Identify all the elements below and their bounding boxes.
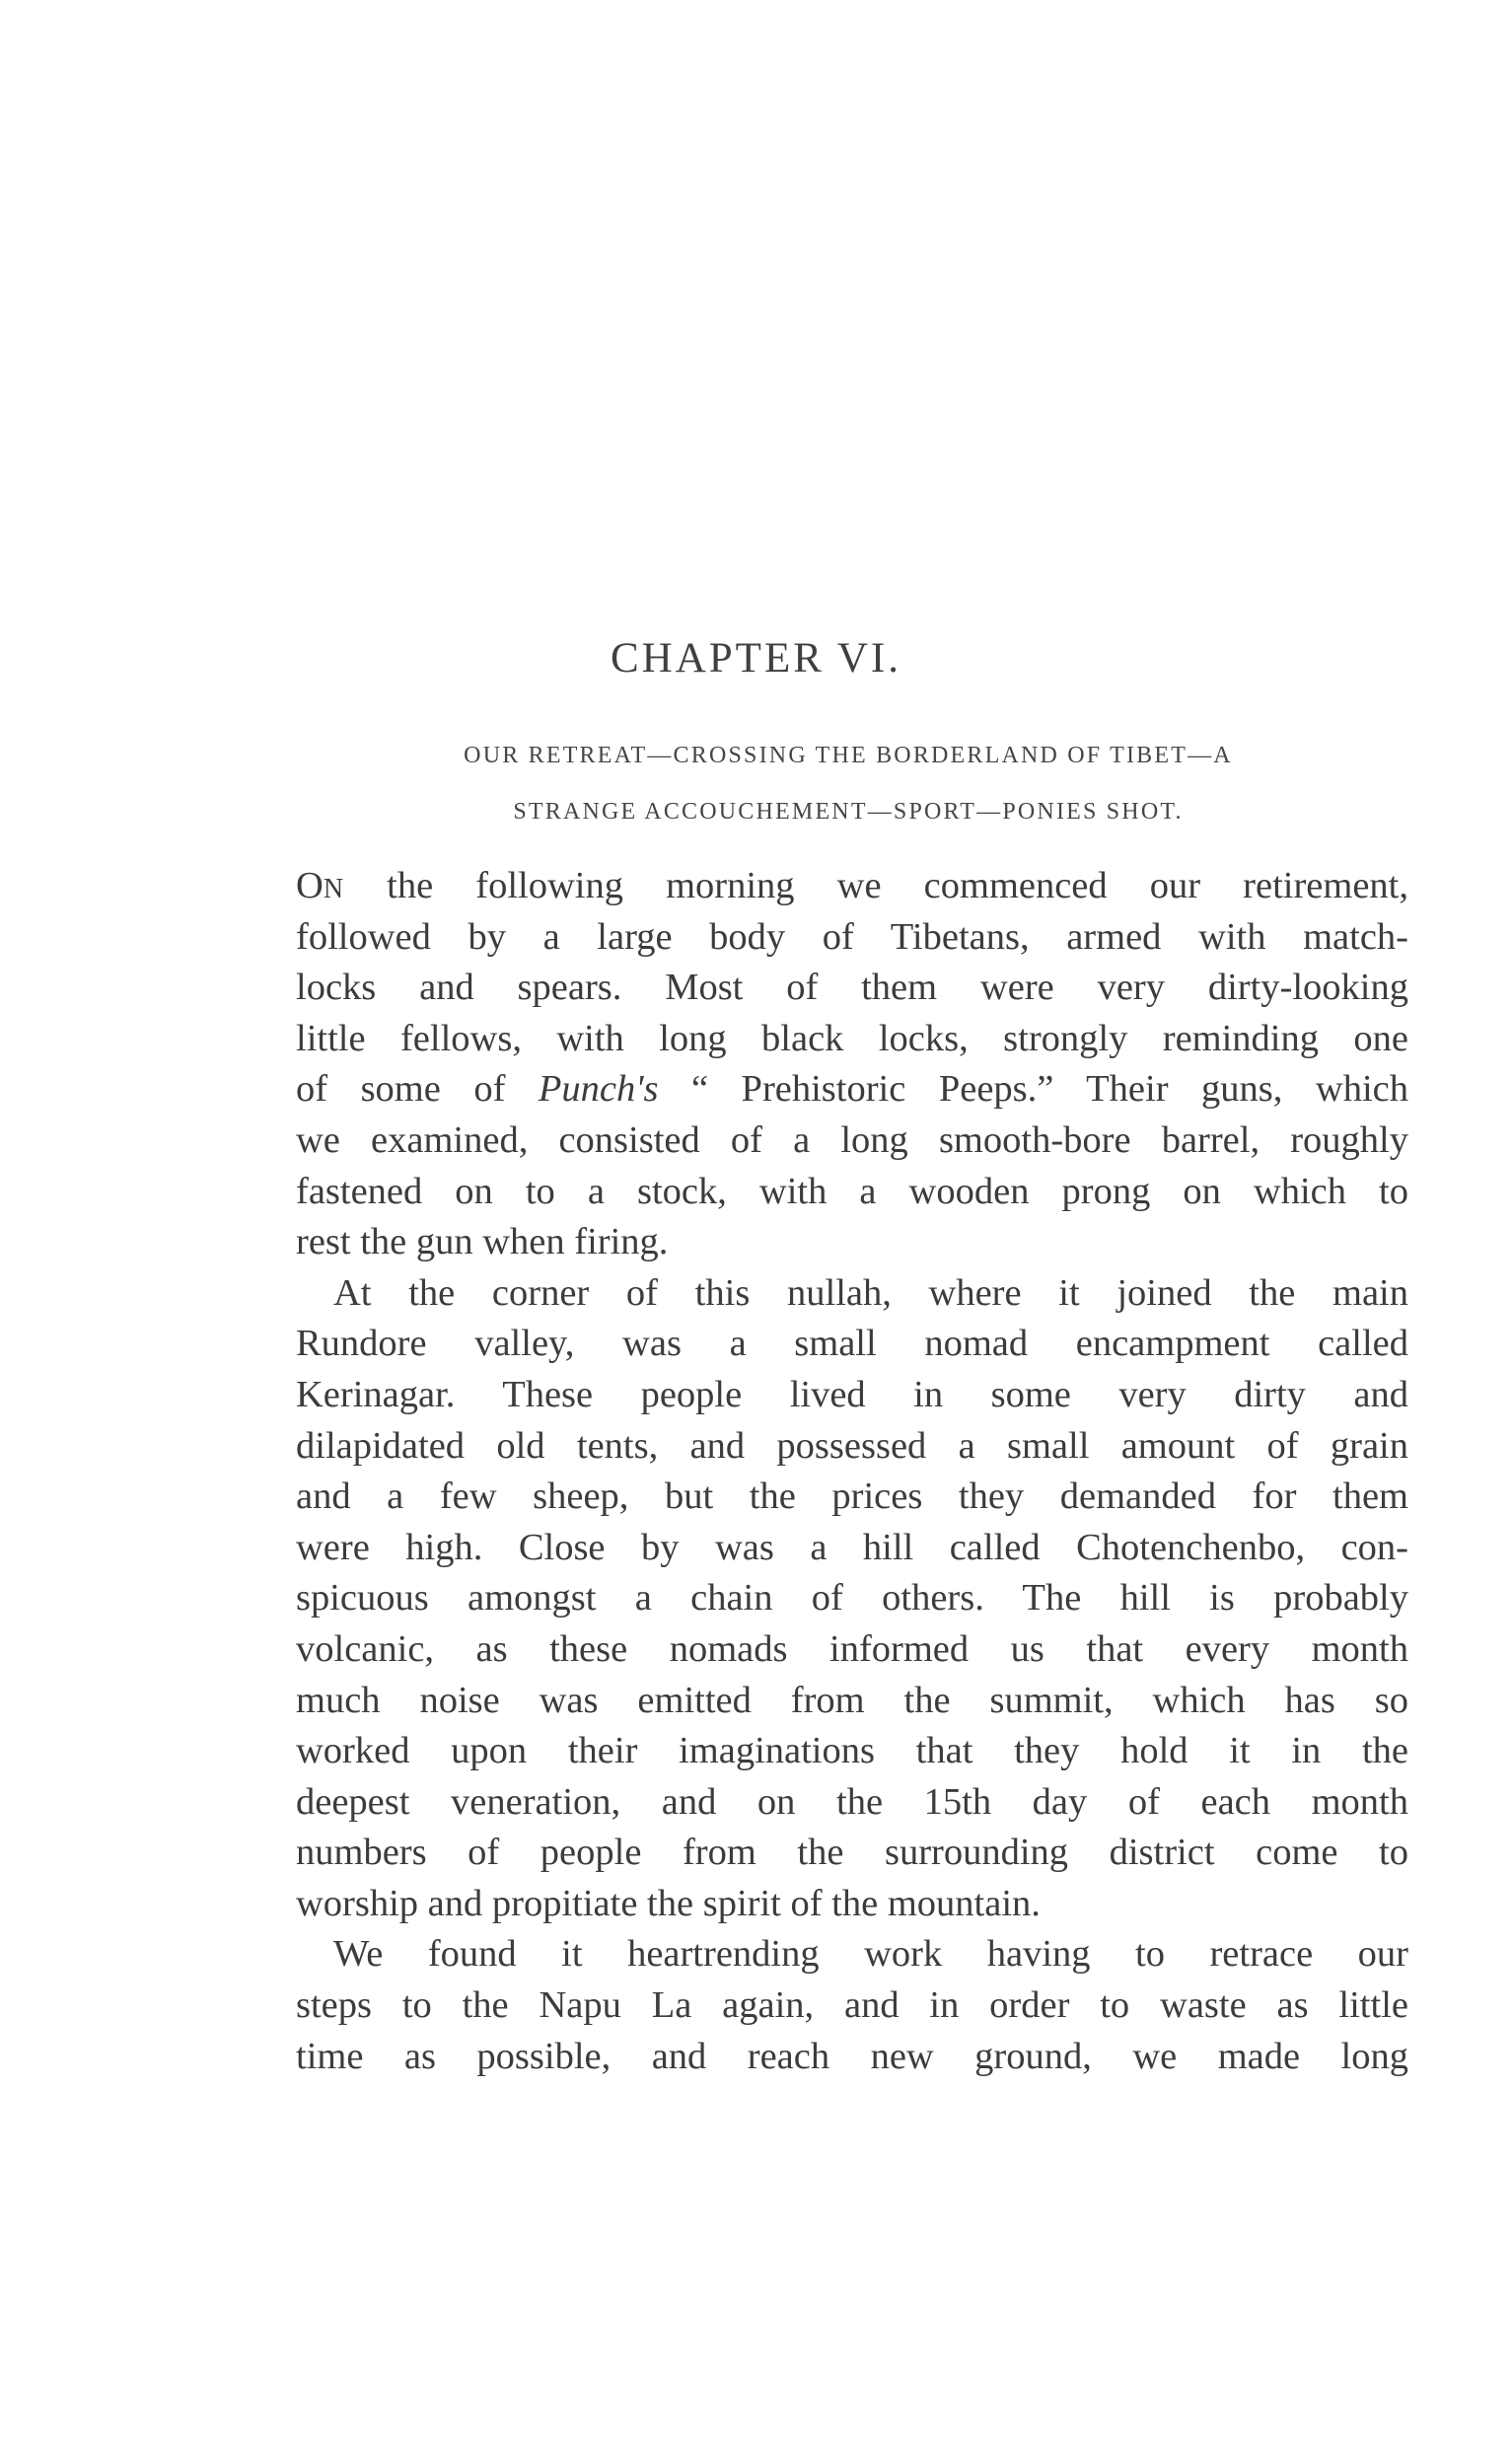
paragraph-line: we examined, consisted of a long smooth-bore barrel, roughly (296, 1118, 1408, 1161)
paragraph-line: time as possible, and reach new ground, we made long (296, 2035, 1408, 2077)
chapter-summary-line: STRANGE ACCOUCHEMENT—SPORT—PONIES SHOT. (513, 799, 1184, 825)
paragraph-line: locks and spears. Most of them were very dirty-looking (296, 967, 1408, 1009)
paragraph-line: little fellows, with long black locks, strongly reminding one (296, 1017, 1408, 1059)
chapter-summary (296, 728, 1401, 840)
paragraph-line: At the corner of this nullah, where it joined the main (333, 1271, 1408, 1314)
chapter-summary-line: OUR RETREAT—CROSSING THE BORDERLAND OF TIBET—A (464, 743, 1233, 768)
small-caps: N (323, 874, 345, 904)
paragraph-line: rest the gun when firing. (296, 1221, 669, 1263)
drop-cap: O (296, 865, 324, 906)
paragraph-line: We found it heartrending work having to retrace our (333, 1933, 1408, 1976)
chapter-title: CHAPTER VI. (610, 635, 901, 682)
paragraph-line: numbers of people from the surrounding district come to (296, 1832, 1408, 1874)
paragraph-line: steps to the Napu La again, and in order to waste as little (296, 1984, 1408, 2027)
paragraph-line: were high. Close by was a hill called Chotenchenbo, con- (296, 1526, 1408, 1568)
paragraph-line: volcanic, as these nomads informed us that every month (296, 1627, 1408, 1670)
paragraph-line: dilapidated old tents, and possessed a small amount of grain (296, 1424, 1408, 1467)
paragraph-line: worship and propitiate the spirit of the mountain. (296, 1882, 1041, 1924)
paragraph-line: deepest veneration, and on the 15th day of each month (296, 1780, 1408, 1823)
paragraph-line (296, 861, 1408, 912)
line-text: “ Prehistoric Peeps.” Their guns, which (658, 1068, 1408, 1111)
paragraph-line: Kerinagar. These people lived in some very dirty and (296, 1373, 1408, 1415)
paragraph-line: Rundore valley, was a small nomad encampment called (296, 1323, 1408, 1365)
paragraph-line: much noise was emitted from the summit, which has so (296, 1679, 1408, 1721)
paragraph-line: fastened on to a stock, with a wooden prong on which to (296, 1170, 1408, 1212)
paragraph-line: worked upon their imaginations that they hold it in the (296, 1730, 1408, 1772)
italic-title: Punch's (538, 1068, 659, 1111)
paragraph-line: followed by a large body of Tibetans, armed with match- (296, 915, 1408, 958)
line-text: of some of (296, 1068, 539, 1111)
paragraph-line: and a few sheep, but the prices they demanded for them (296, 1475, 1408, 1518)
paragraph-line: spicuous amongst a chain of others. The hill is probably (296, 1577, 1408, 1619)
paragraph-line (296, 1064, 1408, 1116)
line-text: the following morning we commenced our retirement, (344, 865, 1408, 906)
body-text (296, 861, 1408, 2082)
